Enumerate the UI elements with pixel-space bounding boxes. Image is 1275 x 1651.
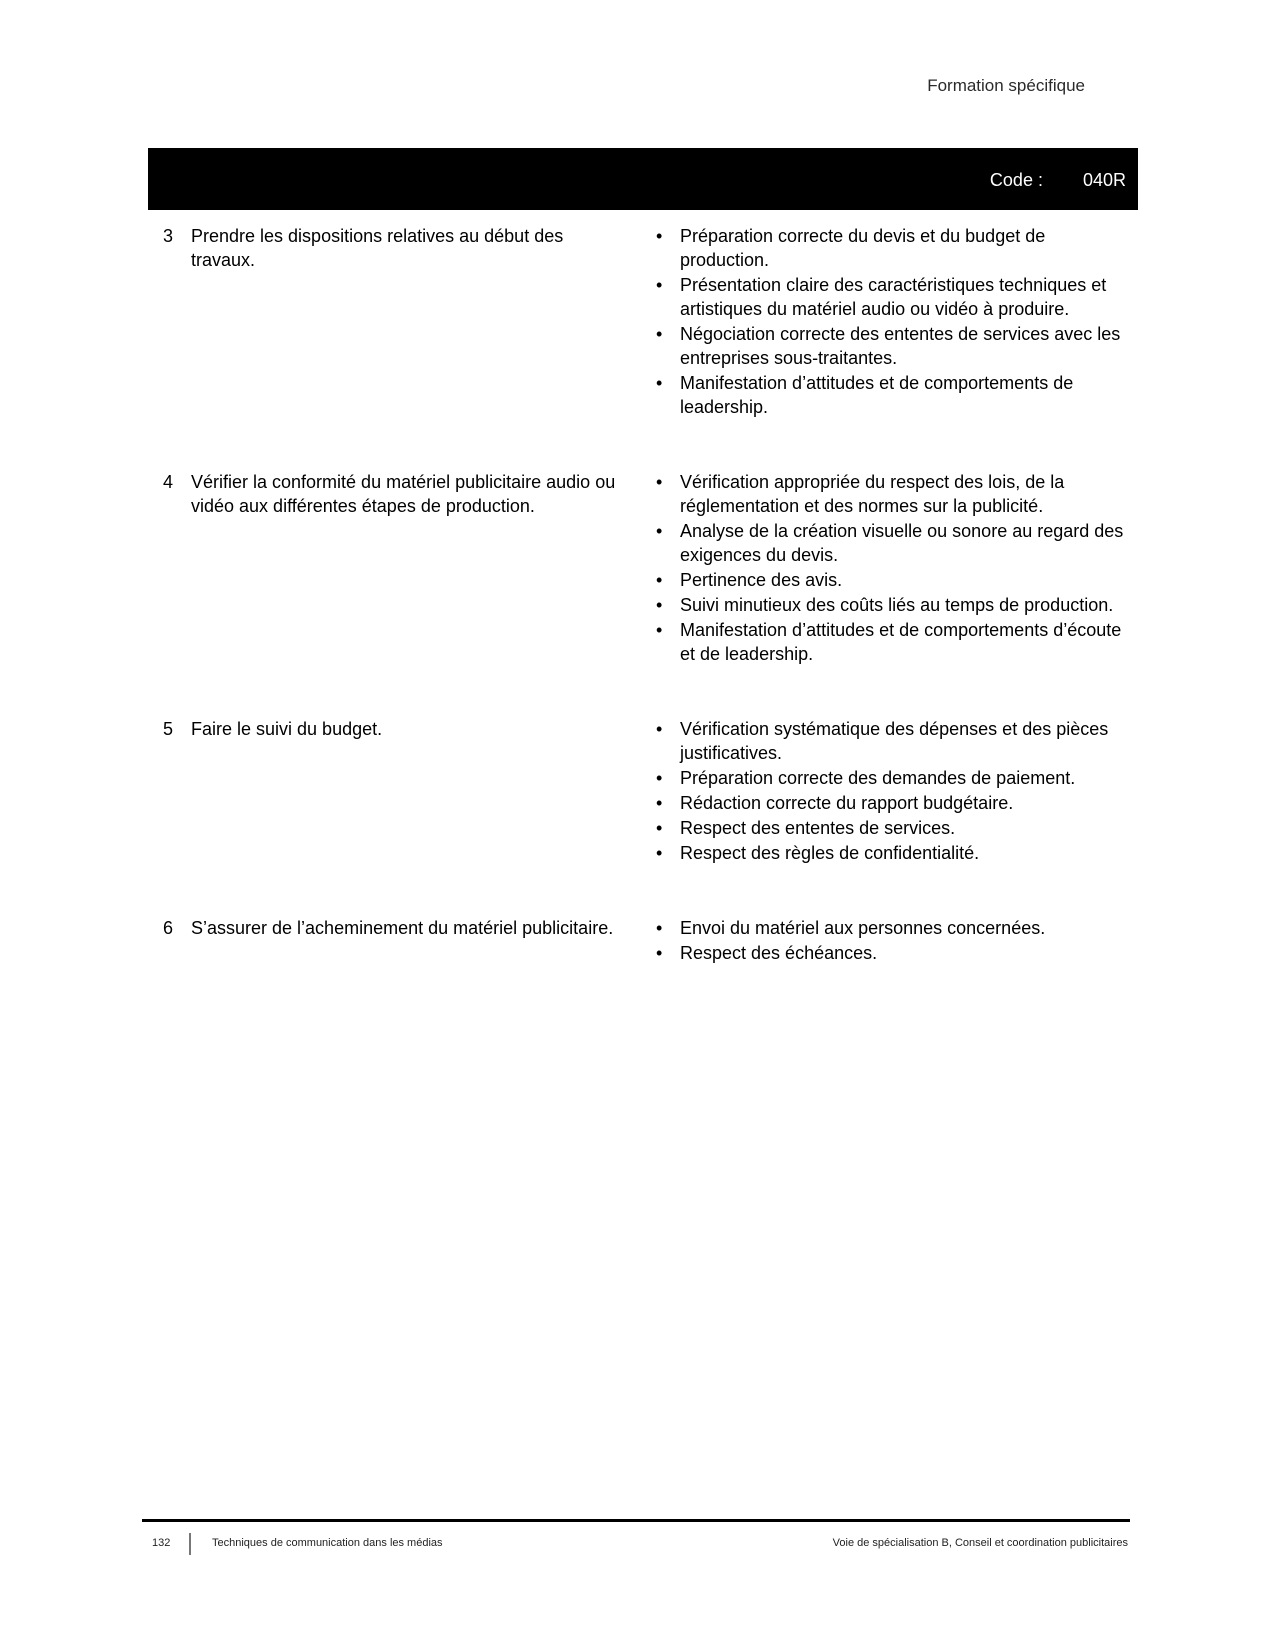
code-text [990,170,1126,191]
performance-item: • Respect des échéances. [656,941,1126,965]
performance-item: • Présentation claire des caractéristiques techniques et artistiques du matériel audio ou vidéo à produire. [656,273,1126,321]
criteria-text: Vérifier la conformité du matériel publicitaire audio ou vidéo aux différentes étapes de production. [191,472,616,516]
performance-item: • Respect des règles de confidentialité. [656,841,1126,865]
performance-item: • Manifestation d’attitudes et de comportements de leadership. [656,371,1126,419]
code-label: Code : [989,170,1043,190]
header-label: Formation spécifique [927,76,1085,95]
criteria-number: 3 [163,226,174,246]
performance-item: • Analyse de la création visuelle ou sonore au regard des exigences du devis. [656,519,1126,567]
performance-list [656,470,1126,667]
performance-item: • Préparation correcte du devis et du budget de production. [656,224,1126,272]
performance-item: • Vérification appropriée du respect des lois, de la réglementation et des normes sur la publicité. [656,470,1126,518]
code-bar [148,148,1138,210]
footer-left-title: Techniques de communication dans les médias [212,1537,443,1549]
performance-list [656,717,1126,866]
performance-item: • Envoi du matériel aux personnes concernées. [656,916,1126,940]
performance-item: • Pertinence des avis. [656,568,1126,592]
criteria-text: S’assurer de l’acheminement du matériel publicitaire. [191,918,614,938]
performance-list [656,916,1126,966]
performance-item: • Vérification systématique des dépenses et des pièces justificatives. [656,717,1126,765]
footer [152,1537,1128,1557]
criteria-number: 4 [163,472,174,492]
criteria-text: Faire le suivi du budget. [191,719,383,739]
page-number: 132 [152,1537,171,1549]
performance-item: • Manifestation d’attitudes et de comportements d’écoute et de leadership. [656,618,1126,666]
footer-rule [142,1519,1130,1522]
performance-item: • Suivi minutieux des coûts liés au temps de production. [656,593,1126,617]
performance-list [656,224,1126,420]
criteria-number: 6 [163,918,174,938]
performance-item: • Négociation correcte des ententes de services avec les entreprises sous-traitantes. [656,322,1126,370]
performance-item: • Respect des ententes de services. [656,816,1126,840]
footer-separator [189,1533,191,1555]
performance-item: • Préparation correcte des demandes de paiement. [656,766,1126,790]
code-value: 040R [1082,170,1126,190]
performance-item: • Rédaction correcte du rapport budgétaire. [656,791,1126,815]
criteria-number: 5 [163,719,174,739]
criteria-text: Prendre les dispositions relatives au début des travaux. [191,226,564,270]
footer-right-title: Voie de spécialisation B, Conseil et coordination publicitaires [832,1537,1128,1549]
